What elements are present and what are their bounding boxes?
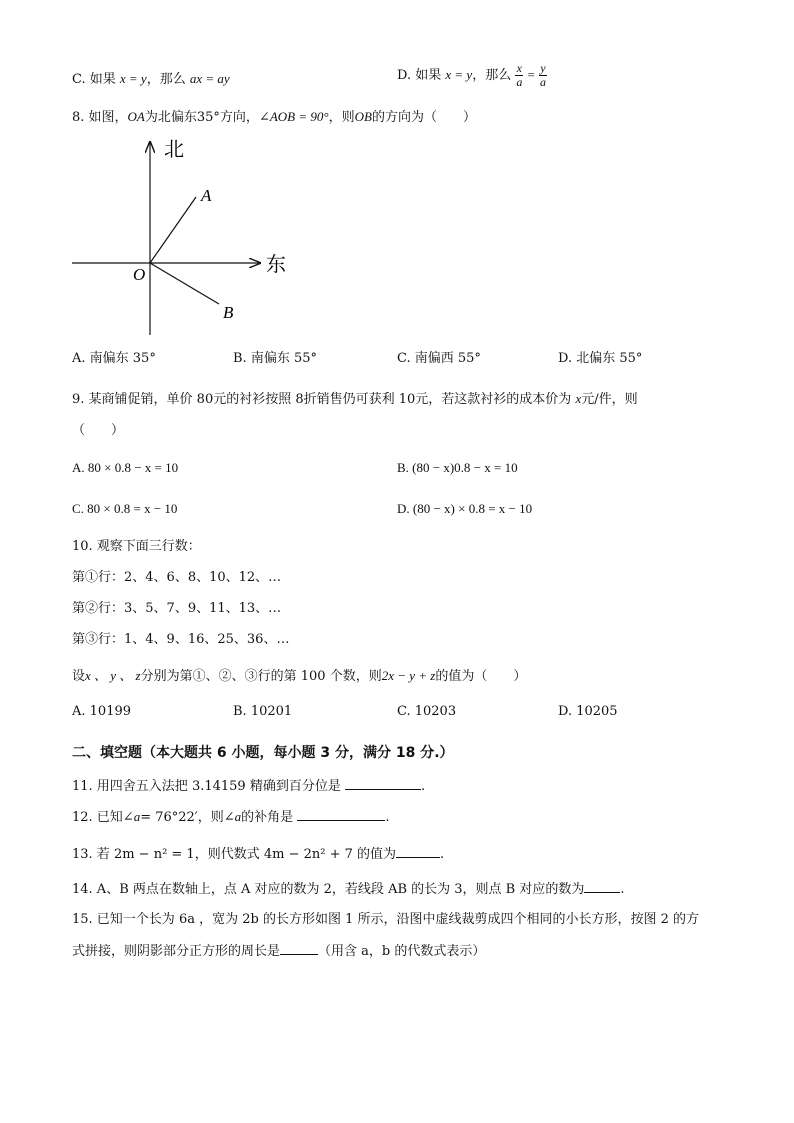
q11: 11. 用四舍五入法把 3.14159 精确到百分位是 . [72, 776, 425, 796]
q8-option-a: A. 南偏东 35° [72, 351, 156, 366]
point-b-label: B [223, 303, 234, 322]
q9-option-c: C. 80 × 0.8 = x − 10 [72, 501, 178, 516]
q14-answer-blank[interactable] [584, 879, 620, 893]
q12-answer-blank[interactable] [297, 807, 385, 821]
q9-option-b: B. (80 − x)0.8 − x = 10 [397, 460, 518, 475]
q8-option-c: C. 南偏西 55° [397, 351, 481, 366]
compass-diagram [68, 136, 298, 341]
q7-option-d [397, 62, 547, 89]
north-label: 北 [164, 139, 184, 161]
q8-option-d: D. 北偏东 55° [558, 351, 643, 366]
q10-stem: 10. 观察下面三行数： [72, 539, 201, 554]
q10-row-3: 第③行：1、4、9、16、25、36、… [72, 632, 290, 647]
q7-c-label: C. 如果 [72, 72, 116, 87]
q13: 13. 若 2m − n² = 1，则代数式 4m − 2n² + 7 的值为 . [72, 844, 444, 864]
q7-d-fraction-right: $\frac{y}{a}$ [539, 61, 546, 89]
section-2-title: 二、填空题（本大题共 6 小题，每小题 3 分，满分 18 分.） [72, 745, 454, 761]
q7-d-label: D. 如果 [397, 68, 442, 83]
ray-oa [150, 197, 196, 263]
q10-option-b: B. 10201 [233, 704, 293, 719]
q7-c-condition: x = y [119, 71, 147, 86]
q7-d-fraction-left: $\frac{x}{a}$ [516, 61, 523, 89]
point-o-label: O [133, 265, 146, 284]
q8-stem: 8. 如图，OA为北偏东35°方向，∠AOB = 90°，则OB的方向为（ ） [72, 109, 476, 125]
q7-c-result: ax = ay [189, 71, 230, 86]
q14: 14. A、B 两点在数轴上，点 A 对应的数为 2，若线段 AB 的长为 3，则点 B 对应的数为 . [72, 879, 625, 899]
q9-option-d: D. (80 − x) × 0.8 = x − 10 [397, 501, 533, 516]
q7-d-condition: x = y [445, 67, 473, 82]
ray-ob [150, 263, 219, 304]
q10-row-1: 第①行：2、4、6、8、10、12、… [72, 570, 282, 585]
q15-line-1: 15. 已知一个长为 6a ，宽为 2b 的长方形如图 1 所示，沿图中虚线裁剪成四个相同的小长方形，按图 2 的方 [72, 912, 700, 927]
east-label: 东 [266, 254, 286, 276]
q7-option-c [72, 70, 230, 89]
point-a-label: A [201, 186, 212, 205]
q9-paren: （ ） [72, 423, 125, 438]
q13-answer-blank[interactable] [396, 844, 440, 858]
q8-option-b: B. 南偏东 55° [233, 351, 317, 366]
q10-option-a: A. 10199 [72, 704, 132, 719]
q7-d-mid: ，那么 [472, 68, 512, 83]
q9-stem: 9. 某商铺促销，单价 80元的衬衫按照 8折销售仍可获利 10元，若这款衬衫的成本价为 x元/件，则 [72, 391, 638, 407]
q10-option-c: C. 10203 [397, 704, 457, 719]
q7-d-equals: = [527, 67, 535, 82]
q7-c-mid: ，那么 [146, 72, 186, 87]
q10-row-2: 第②行：3、5、7、9、11、13、… [72, 601, 282, 616]
q15-line-2: 式拼接，则阴影部分正方形的周长是 （用含 a，b 的代数式表示） [72, 941, 485, 961]
q9-option-a: A. 80 × 0.8 − x = 10 [72, 460, 179, 475]
q15-answer-blank[interactable] [280, 941, 318, 955]
q12: 12. 已知∠a= 76°22′，则∠a的补角是 . [72, 809, 390, 825]
q10-option-d: D. 10205 [558, 704, 618, 719]
q11-answer-blank[interactable] [345, 776, 421, 790]
q10-question: 设x 、 y 、 z分别为第①、②、③行的第 100 个数，则2x − y + z的值为（ ） [72, 668, 527, 684]
